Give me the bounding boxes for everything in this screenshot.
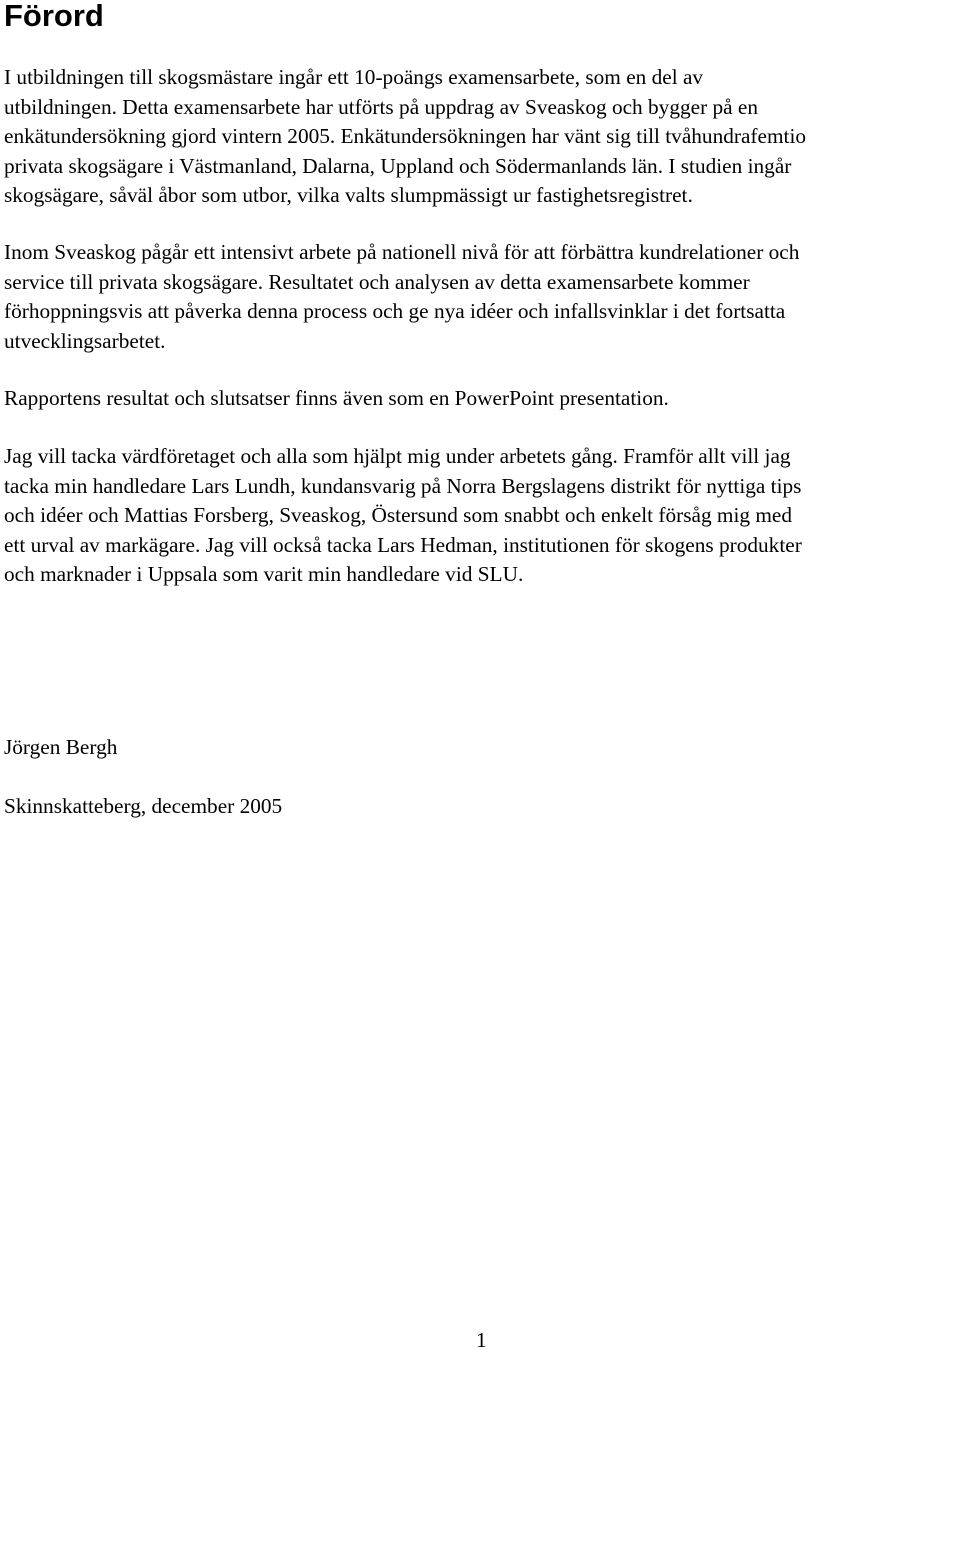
paragraph-sveaskog — [4, 238, 956, 356]
page-number: 1 — [476, 1328, 487, 1352]
text-line: I utbildningen till skogsmästare ingår ett 10-poängs examensarbete, som en del av — [4, 65, 704, 89]
text-line: utvecklingsarbetet. — [4, 328, 166, 353]
text-line: skogsägare, såväl åbor som utbor, vilka valts slumpmässigt ur fastighetsregistret. — [4, 183, 693, 207]
page-title: Förord — [4, 0, 104, 33]
signature-place-date: Skinnskatteberg, december 2005 — [4, 794, 283, 818]
paragraph-acknowledgements — [4, 442, 956, 590]
signature-name: Jörgen Bergh — [4, 735, 118, 759]
text-line: Jag vill tacka värdföretaget och alla som hjälpt mig under arbetets gång. Framför allt vill jag — [4, 444, 791, 468]
text-line: förhoppningsvis att påverka denna process och ge nya idéer och infallsvinklar i det fortsatta — [4, 299, 786, 323]
paragraph-intro — [4, 63, 956, 211]
text-line: tacka min handledare Lars Lundh, kundansvarig på Norra Bergslagens distrikt för nyttiga tips — [4, 473, 802, 498]
text-line: Inom Sveaskog pågår ett intensivt arbete på nationell nivå för att förbättra kundrelationer och — [4, 240, 800, 264]
text-line: ett urval av markägare. Jag vill också tacka Lars Hedman, institutionen för skogens produkter — [4, 532, 802, 557]
text-line: service till privata skogsägare. Resultatet och analysen av detta examensarbete kommer — [4, 269, 750, 294]
text-line: Rapportens resultat och slutsatser finns även som en PowerPoint presentation. — [4, 386, 669, 410]
paragraph-presentation — [4, 384, 956, 414]
text-line: privata skogsägare i Västmanland, Dalarna, Uppland och Södermanlands län. I studien ingår — [4, 153, 792, 178]
text-line: och idéer och Mattias Forsberg, Sveaskog, Östersund som snabbt och enkelt försåg mig med — [4, 503, 793, 527]
text-line: utbildningen. Detta examensarbete har utförts på uppdrag av Sveaskog och bygger på en — [4, 94, 759, 119]
text-line: enkätundersökning gjord vintern 2005. Enkätundersökningen har vänt sig till tvåhundrafemtio — [4, 124, 807, 148]
text-line: och marknader i Uppsala som varit min handledare vid SLU. — [4, 562, 524, 586]
